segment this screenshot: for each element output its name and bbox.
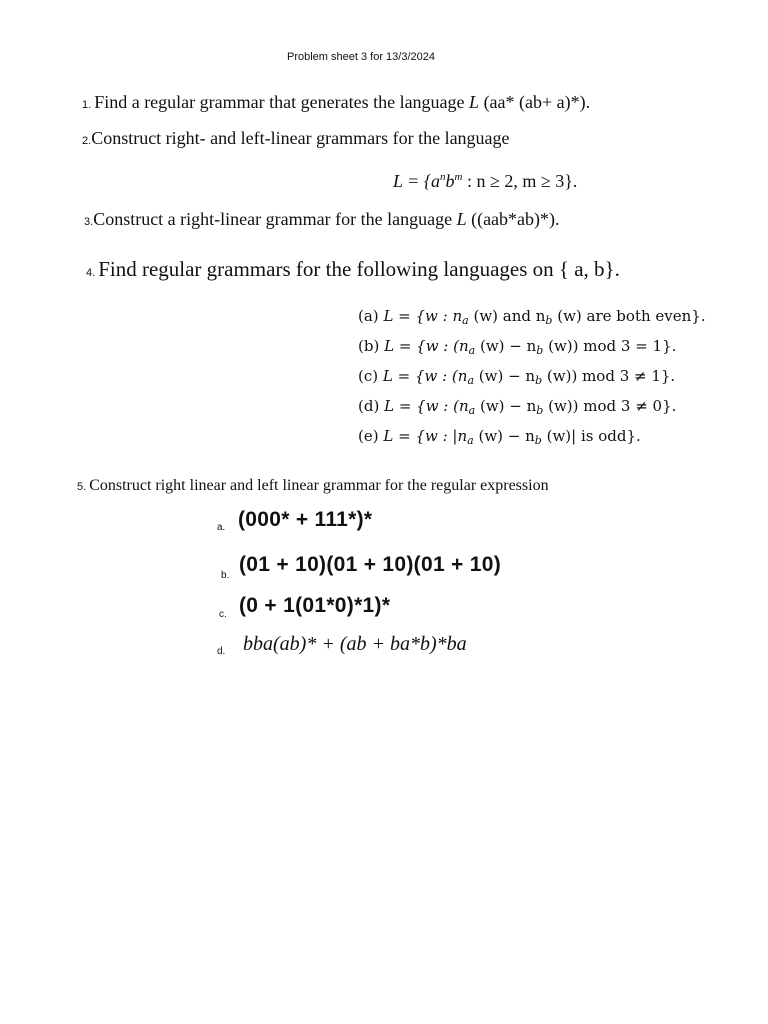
item-label: (b) <box>358 337 380 355</box>
item-label: a. <box>217 522 226 533</box>
question-text: Construct right- and left-linear grammars for the language <box>91 128 510 148</box>
subscript: b <box>545 314 553 327</box>
item-label: (a) <box>358 307 379 325</box>
item-expr: L = {w : |n <box>383 427 468 445</box>
item-expr-tail: (w)) mod 3 = 1}. <box>543 337 677 355</box>
item-expr-tail: (w)| is odd}. <box>541 427 641 445</box>
question-number: 5. <box>77 481 87 493</box>
question-text: Construct right linear and left linear grammar for the regular expression <box>89 477 549 494</box>
item-label: (d) <box>358 397 380 415</box>
question-number: 4. <box>86 267 96 279</box>
q5-expr-b: (01 + 10)(01 + 10)(01 + 10) <box>239 553 502 576</box>
q5-expr-d: bba(ab)* + (ab + ba*b)*ba <box>243 633 467 655</box>
item-expr-tail: (w)) mod 3 ≠ 1}. <box>542 367 676 385</box>
subscript: a <box>467 374 475 387</box>
q5-item-a <box>217 517 225 535</box>
q4-item-d <box>358 397 676 417</box>
question-text: Find a regular grammar that generates the language <box>94 92 470 112</box>
item-expr-mid: (w) − n <box>475 397 537 415</box>
question-number: 2. <box>82 135 92 147</box>
regular-expression: (aa* (ab+ a)*). <box>479 92 591 112</box>
q5-expr-c: (0 + 1(01*0)*1)* <box>239 594 391 617</box>
item-expr: L = {w : (n <box>384 397 469 415</box>
subscript: b <box>536 344 544 357</box>
subscript: b <box>534 434 542 447</box>
item-label: (e) <box>358 427 379 445</box>
symbol-b: b <box>445 171 455 191</box>
q4-item-c <box>358 367 675 387</box>
language-symbol: L <box>469 92 480 112</box>
language-symbol: L <box>456 209 467 229</box>
q5-expr-a: (000* + 111*)* <box>238 508 373 531</box>
item-expr-tail: (w)) mod 3 ≠ 0}. <box>543 397 677 415</box>
subscript: a <box>467 434 474 447</box>
question-4 <box>86 257 620 282</box>
item-expr-mid: (w) − n <box>475 337 537 355</box>
language-definition <box>393 171 577 192</box>
item-expr: L = {w : (n <box>384 337 469 355</box>
item-expr-mid: (w) and n <box>468 307 546 325</box>
q4-item-e <box>358 427 641 447</box>
question-number: 1. <box>82 99 92 111</box>
question-text: Find regular grammars for the following languages on { a, b}. <box>98 257 620 281</box>
question-1 <box>82 92 590 113</box>
item-label: b. <box>221 570 230 581</box>
regular-expression: ((aab*ab)*). <box>466 209 560 229</box>
question-5 <box>77 477 549 495</box>
item-label: c. <box>219 609 227 620</box>
question-number: 3. <box>84 216 94 228</box>
set-prefix: L = {a <box>393 171 441 191</box>
q4-item-a <box>358 307 706 327</box>
item-label: (c) <box>358 367 379 385</box>
subscript: a <box>462 314 469 327</box>
q5-item-d <box>217 641 225 659</box>
subscript: a <box>468 404 476 417</box>
set-suffix: : n ≥ 2, m ≥ 3}. <box>462 171 578 191</box>
subscript: b <box>536 404 544 417</box>
item-expr: L = {w : n <box>383 307 463 325</box>
q4-item-b <box>358 337 676 357</box>
question-2 <box>82 128 510 149</box>
question-text: Construct a right-linear grammar for the language <box>93 209 457 229</box>
exponent-n: n <box>440 171 446 183</box>
q5-item-b <box>221 565 229 583</box>
item-expr-tail: (w) are both even}. <box>552 307 706 325</box>
q5-item-c <box>219 604 227 622</box>
item-expr-mid: (w) − n <box>473 427 535 445</box>
subscript: a <box>468 344 476 357</box>
item-expr: L = {w : (n <box>382 367 468 385</box>
question-3 <box>84 209 560 230</box>
item-label: d. <box>217 646 226 657</box>
subscript: b <box>535 374 543 387</box>
page-header: Problem sheet 3 for 13/3/2024 <box>287 51 435 63</box>
item-expr-mid: (w) − n <box>474 367 536 385</box>
exponent-m: m <box>454 171 463 183</box>
